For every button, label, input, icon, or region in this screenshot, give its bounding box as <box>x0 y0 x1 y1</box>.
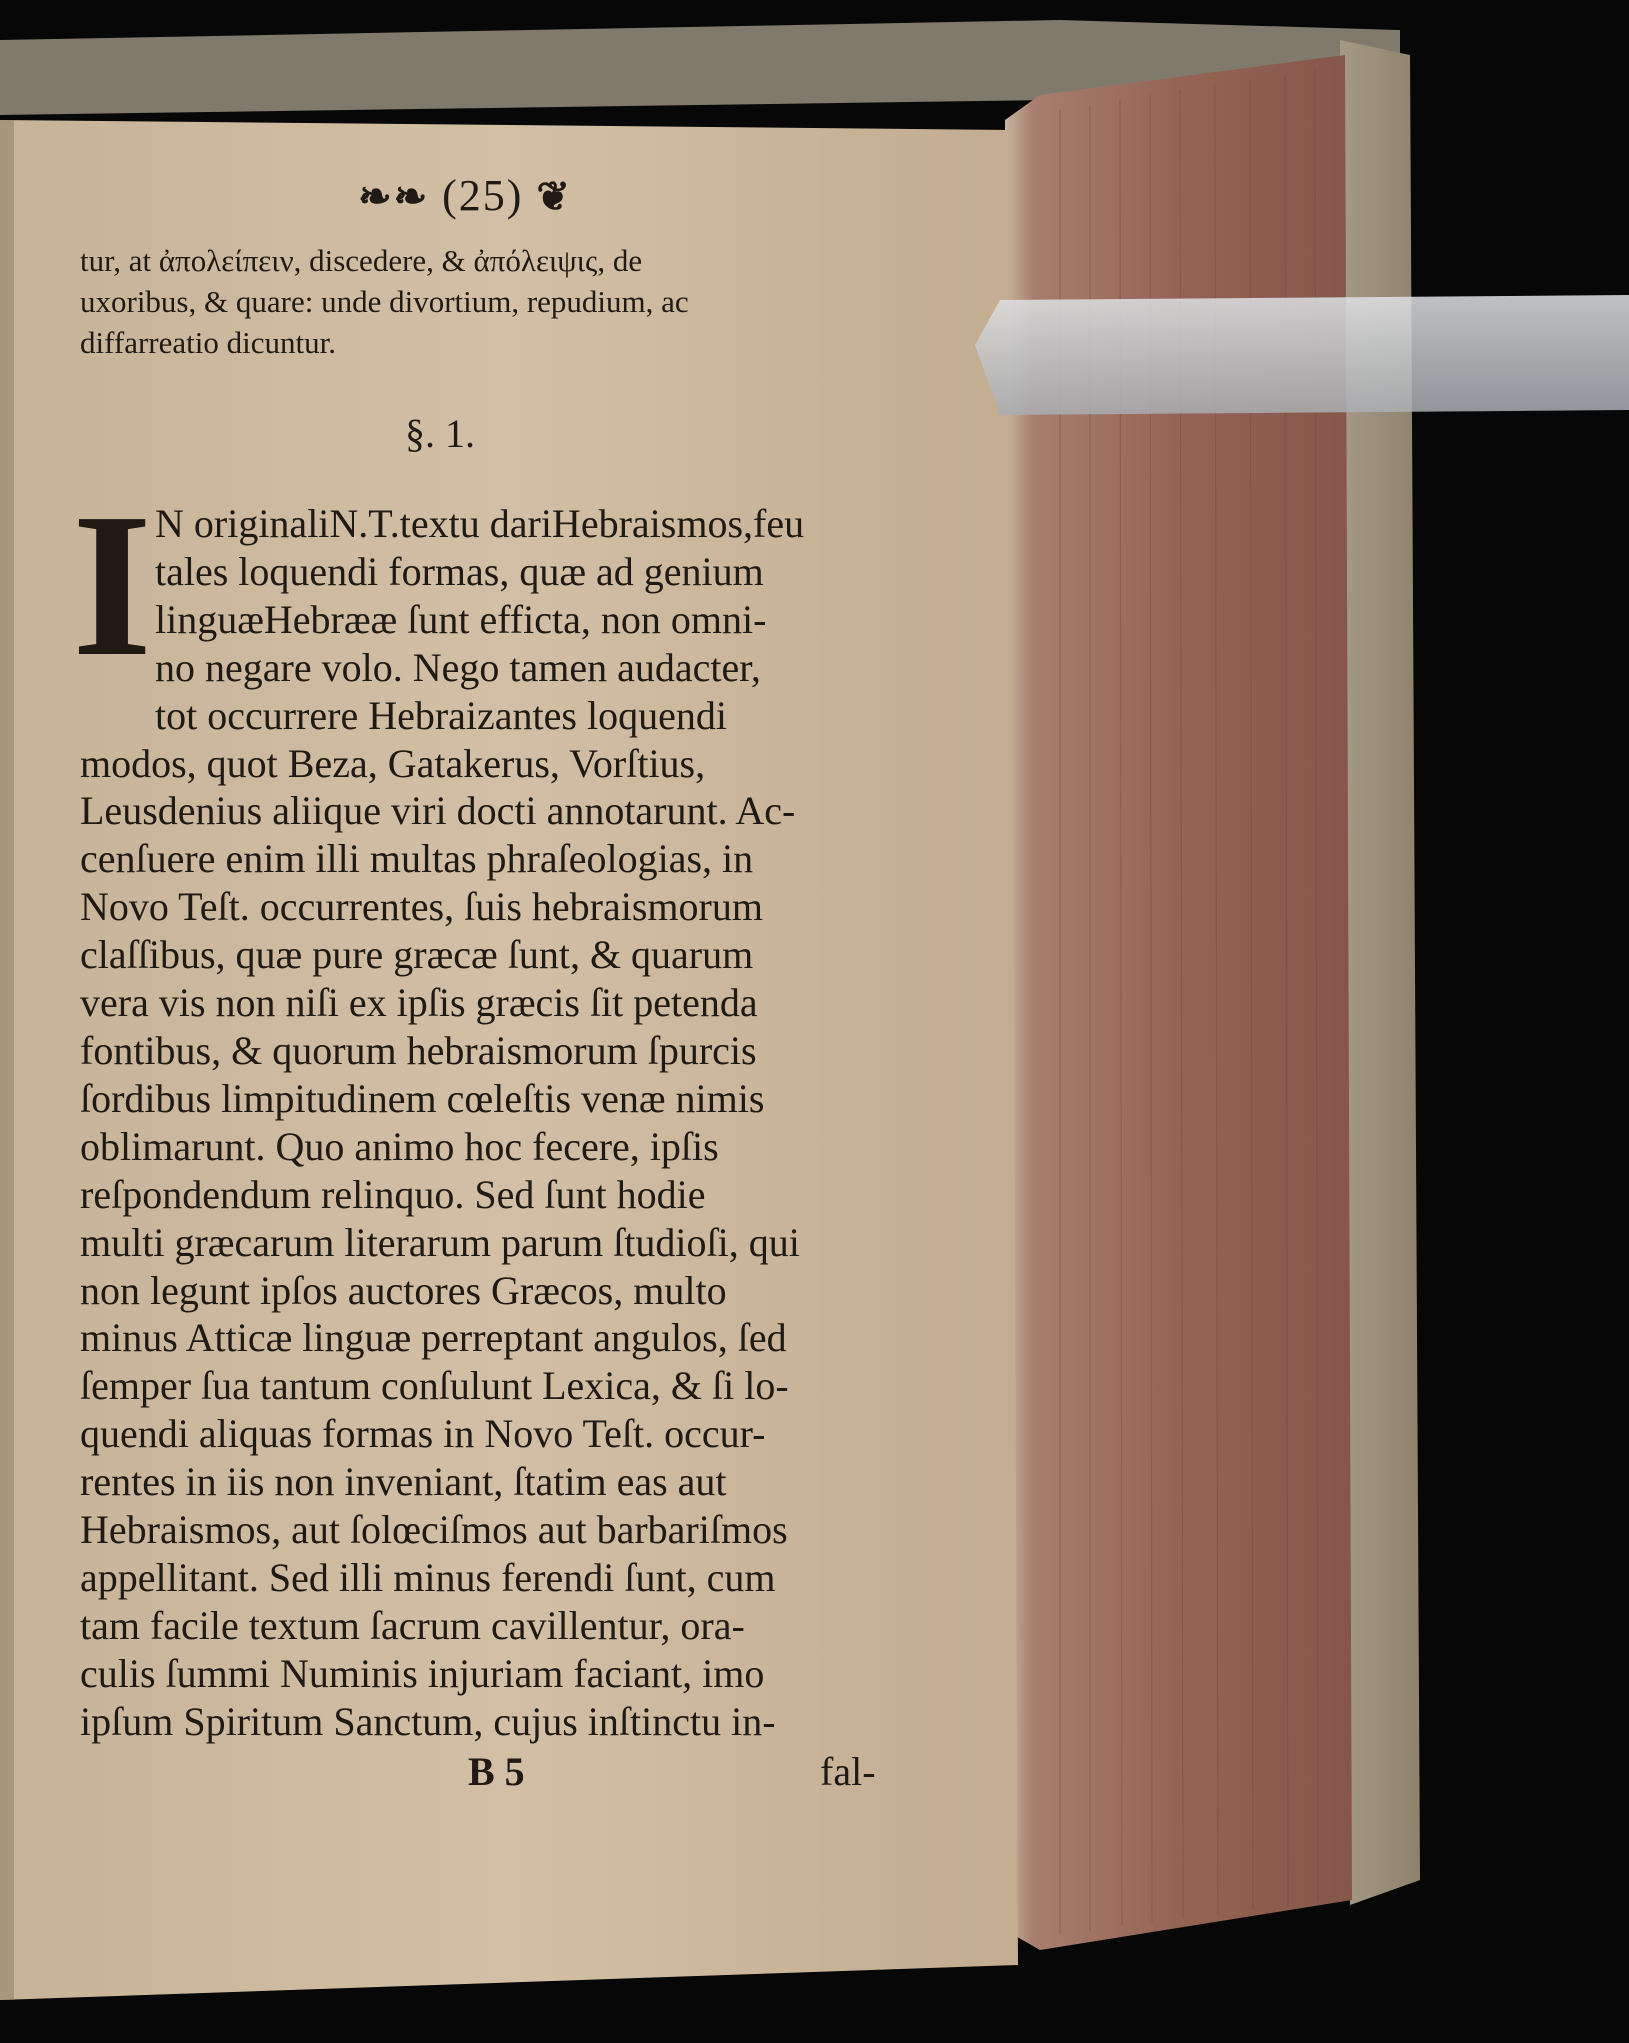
text-line: minus Atticæ linguæ perreptant angulos, ſed <box>80 1315 787 1361</box>
intro-paragraph <box>80 240 910 363</box>
text-line: N originaliN.T.textu dariHebraismos,feu <box>155 501 805 546</box>
text-line: modos, quot Beza, Gatakerus, Vorſtius, <box>80 740 706 786</box>
text-line: tales loquendi formas, quæ ad genium <box>155 548 764 594</box>
text-line: Leusdenius aliique viri docti annotarunt. Ac- <box>80 788 796 834</box>
text-line: Novo Teſt. occurrentes, ſuis hebraismorum <box>80 884 763 930</box>
header-ornament-left: ❧❧ <box>358 174 430 219</box>
page-number: (25) <box>442 171 524 220</box>
text-line: diffarreatio dicuntur. <box>80 325 336 360</box>
text-line: tot occurrere Hebraizantes loquendi <box>155 692 727 738</box>
text-line: tam facile textum ſacrum cavillentur, ora- <box>80 1602 745 1648</box>
text-line: tur, at ἀπολείπειν, discedere, & ἀπόλειψις, de <box>80 243 643 278</box>
signature-mark: B 5 <box>468 1749 525 1794</box>
bookmark-strip <box>975 295 1629 415</box>
drop-cap: I <box>72 500 152 670</box>
text-line: linguæHebrææ ſunt efficta, non omni- <box>155 596 767 642</box>
text-line: Hebraismos, aut ſolœciſmos aut barbariſmos <box>80 1507 788 1553</box>
catchword: fal- <box>820 1749 876 1794</box>
text-line: oblimarunt. Quo animo hoc fecere, ipſis <box>80 1123 719 1169</box>
text-line: ſemper ſua tantum conſulunt Lexica, & ſi lo- <box>80 1363 789 1409</box>
text-line: no negare volo. Nego tamen audacter, <box>155 644 761 690</box>
body-paragraph <box>80 500 920 1746</box>
text-line: cenſuere enim illi multas phraſeologias, in <box>80 836 754 882</box>
text-line: claſſibus, quæ pure græcæ ſunt, & quarum <box>80 932 754 978</box>
text-line: reſpondendum relinquo. Sed ſunt hodie <box>80 1171 706 1217</box>
text-line: ipſum Spiritum Sanctum, cujus inſtinctu in- <box>80 1698 776 1744</box>
text-line: rentes in iis non inveniant, ſtatim eas aut <box>80 1459 727 1505</box>
text-line: ſordibus limpitudinem cœleſtis venæ nimis <box>80 1075 765 1121</box>
text-line: culis ſummi Numinis injuriam faciant, imo <box>80 1650 765 1696</box>
text-line: uxoribus, & quare: unde divortium, repudium, ac <box>80 284 689 319</box>
text-line: quendi aliquas formas in Novo Teſt. occur- <box>80 1411 766 1457</box>
text-line: multi græcarum literarum parum ſtudioſi, qui <box>80 1219 800 1265</box>
text-line: appellitant. Sed illi minus ferendi ſunt, cum <box>80 1554 776 1600</box>
running-header <box>300 170 630 221</box>
section-heading: §. 1. <box>405 411 475 456</box>
text-line: fontibus, & quorum hebraismorum ſpurcis <box>80 1027 757 1073</box>
header-ornament-right: ❦ <box>536 174 572 219</box>
text-line: vera vis non niſi ex ipſis græcis ſit petenda <box>80 980 758 1026</box>
text-line: non legunt ipſos auctores Græcos, multo <box>80 1267 727 1313</box>
